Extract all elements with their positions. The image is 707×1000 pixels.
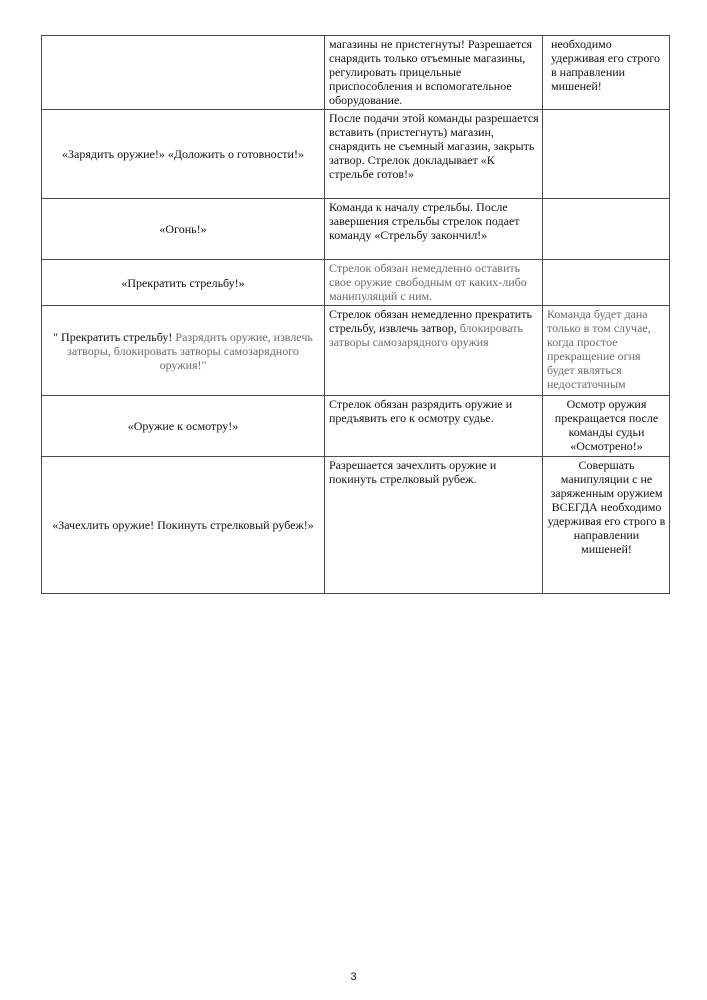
description-cell (325, 306, 543, 396)
table-row (42, 260, 670, 306)
table-row (42, 110, 670, 199)
command-cell: «Огонь!» (42, 199, 325, 260)
description-cell: Стрелок обязан разрядить оружие и предъявить его к осмотру судье. (325, 396, 543, 457)
description-text-secondary: блокировать затворы самозарядного оружия (329, 321, 524, 349)
note-cell (543, 260, 670, 306)
command-text-main: " Прекратить стрельбу! (53, 329, 173, 344)
table-row (42, 199, 670, 260)
description-cell: Стрелок обязан немедленно оставить свое оружие свободным от каких-либо манипуляций с ним. (325, 260, 543, 306)
command-text-secondary: Разрядить оружие, извлечь затворы, блокировать затворы самозарядного оружия!" (67, 329, 313, 372)
table-row (42, 457, 670, 594)
command-cell: «Оружие к осмотру!» (42, 396, 325, 457)
table-row (42, 306, 670, 396)
note-cell (543, 199, 670, 260)
note-cell: Осмотр оружия прекращается после команды судьи «Осмотрено!» (543, 396, 670, 457)
description-cell: магазины не пристегнуты! Разрешается снарядить только отъемные магазины, регулировать прицельные приспособления и вспомогательное оборудование. (325, 36, 543, 110)
description-cell: Команда к началу стрельбы. После завершения стрельбы стрелок подает команду «Стрельбу закончил!» (325, 199, 543, 260)
command-cell (42, 306, 325, 396)
command-cell: «Прекратить стрельбу!» (42, 260, 325, 306)
page-number: 3 (350, 971, 357, 983)
description-cell: Разрешается зачехлить оружие и покинуть стрелковый рубеж. (325, 457, 543, 594)
note-cell (543, 110, 670, 199)
command-cell: «Зачехлить оружие! Покинуть стрелковый рубеж!» (42, 457, 325, 594)
table-row (42, 36, 670, 110)
table-row (42, 396, 670, 457)
note-cell: Совершать манипуляции с не заряженным оружием ВСЕГДА необходимо удерживая его строго в направлении мишеней! (543, 457, 670, 594)
note-cell: Команда будет дана только в том случае, когда простое прекращение огня будет являться недостаточным (543, 306, 670, 396)
command-cell (42, 36, 325, 110)
command-cell: «Зарядить оружие!» «Доложить о готовности!» (42, 110, 325, 199)
description-cell: После подачи этой команды разрешается вставить (пристегнуть) магазин, снарядить не съемный магазин, закрыть затвор. Стрелок докладывает «К стрельбе готов!» (325, 110, 543, 199)
commands-table (41, 35, 670, 594)
description-text-main: Стрелок обязан немедленно прекратить стрельбу, извлечь затвор, (329, 307, 532, 335)
note-cell: необходимо удерживая его строго в направлении мишеней! (543, 36, 670, 110)
